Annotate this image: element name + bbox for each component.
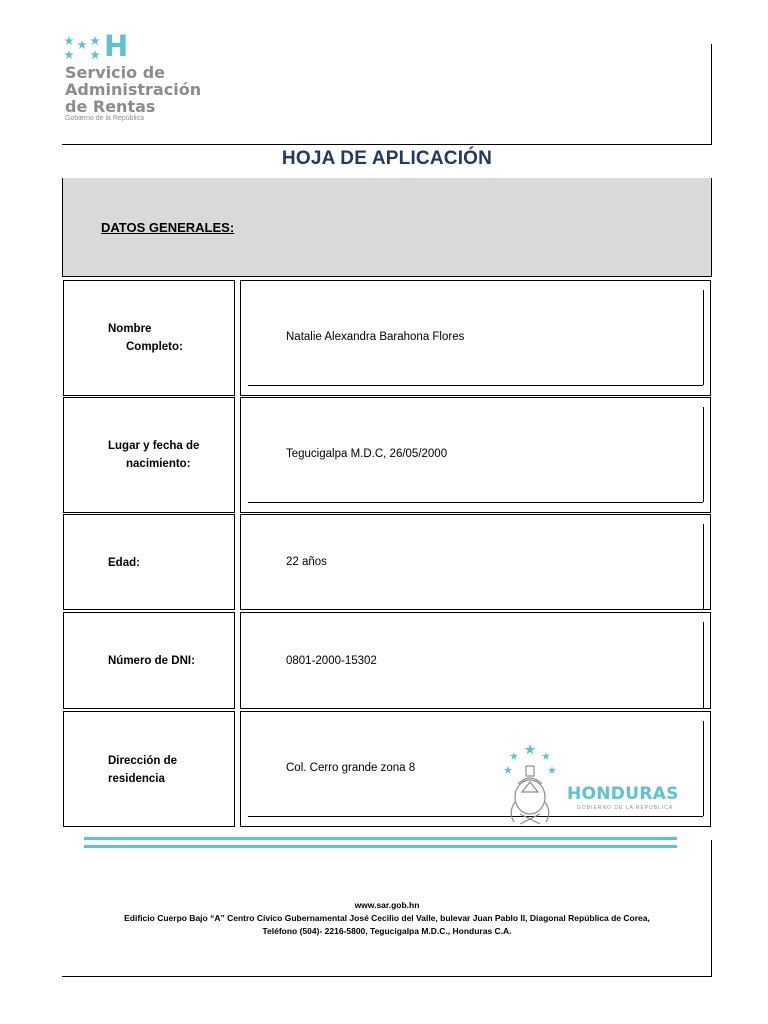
honduras-wordmark: HONDURAS [567, 784, 679, 804]
field-label-line1: Edad: [108, 557, 140, 569]
field-label-line1: Lugar y fecha de [108, 440, 200, 452]
header-right-border [711, 44, 712, 144]
logo-stars-icon [64, 36, 108, 62]
value-right-line [703, 407, 704, 502]
field-value-dni: 0801-2000-15302 [286, 655, 377, 667]
value-underline [248, 502, 703, 503]
footer-divider-top [84, 837, 677, 840]
value-underline [248, 708, 703, 709]
org-subtitle: Gobierno de la República [65, 115, 144, 122]
field-label-lugar [108, 437, 226, 473]
field-label-line1: Número de DNI: [108, 655, 195, 667]
footer-text [62, 899, 712, 938]
field-value-lugar: Tegucigalpa M.D.C, 26/05/2000 [286, 448, 448, 460]
field-label-direccion [108, 752, 226, 788]
value-underline [248, 609, 703, 610]
value-right-line [703, 721, 704, 816]
footer-address-line2: Teléfono (504)- 2216-5800, Tegucigalpa M.D.C., Honduras C.A. [262, 926, 512, 936]
coat-of-arms-icon [500, 742, 560, 830]
field-label-line2: residencia [108, 773, 165, 785]
org-name-line3: de Rentas [65, 97, 156, 116]
value-right-line [703, 524, 704, 609]
value-underline [248, 385, 703, 386]
field-label-line1: Dirección de [108, 755, 178, 767]
page-title: HOJA DE APLICACIÓN [281, 148, 493, 169]
section-label: DATOS GENERALES: [101, 220, 235, 235]
org-name-line2: Administración [65, 80, 202, 99]
header-bottom-border [62, 144, 712, 145]
field-value-direccion: Col. Cerro grande zona 8 [286, 762, 416, 774]
value-underline [248, 816, 703, 817]
field-label-dni [108, 652, 226, 670]
logo-h-letter: H [104, 29, 129, 63]
value-right-line [703, 290, 704, 385]
footer-divider-bottom [84, 845, 677, 848]
org-name-line1: Servicio de [65, 63, 166, 82]
field-label-line1: Nombre [108, 323, 152, 335]
field-label-line2: Completo: [126, 341, 183, 353]
footer-address-line1: Edificio Cuerpo Bajo “A” Centro Cívico Gubernamental José Cecilio del Valle, bulevar Juan Pablo II, Diagonal República de Corea, [124, 913, 650, 923]
footer-website: www.sar.gob.hn [354, 900, 420, 910]
field-value-edad: 22 años [286, 556, 327, 568]
field-label-nombre [108, 320, 226, 356]
field-value-nombre: Natalie Alexandra Barahona Flores [286, 331, 465, 343]
value-right-line [703, 622, 704, 708]
honduras-subtitle: GOBIERNO DE LA REPÚBLICA [577, 805, 674, 811]
org-name [65, 64, 201, 115]
field-label-edad [108, 554, 226, 572]
footer-bottom-border [62, 976, 712, 977]
section-bottom-border [62, 276, 712, 277]
field-label-line2: nacimiento: [126, 458, 191, 470]
